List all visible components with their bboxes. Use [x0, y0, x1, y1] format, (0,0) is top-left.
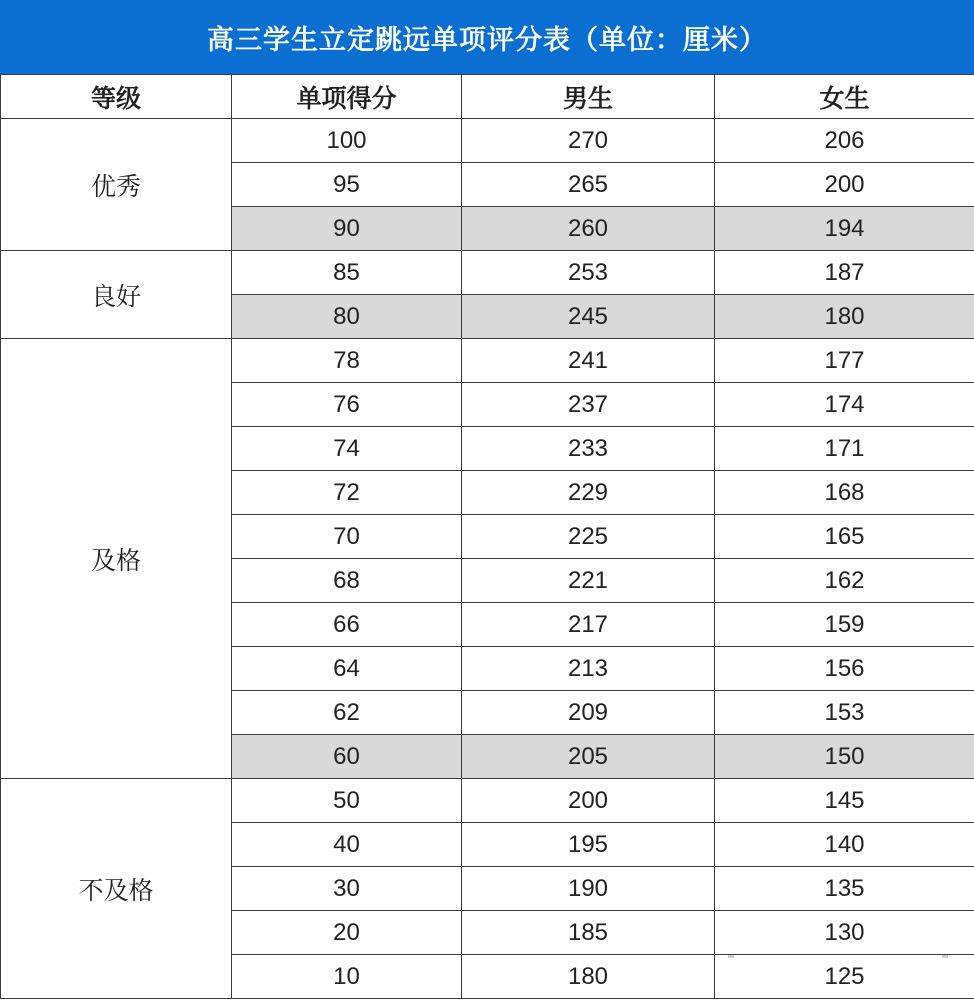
female-cell: 165	[715, 515, 974, 559]
table-row	[1, 779, 974, 823]
table-row	[1, 339, 974, 383]
score-cell: 80	[232, 295, 462, 339]
corner-mark	[942, 955, 948, 958]
male-cell: 270	[462, 119, 715, 163]
score-cell: 40	[232, 823, 462, 867]
corner-mark	[728, 955, 734, 958]
header-grade: 等级	[1, 75, 232, 119]
female-cell: 140	[715, 823, 974, 867]
score-cell: 50	[232, 779, 462, 823]
female-cell: 159	[715, 603, 974, 647]
score-cell: 64	[232, 647, 462, 691]
male-cell: 265	[462, 163, 715, 207]
male-cell: 209	[462, 691, 715, 735]
header-score: 单项得分	[232, 75, 462, 119]
female-cell: 135	[715, 867, 974, 911]
female-cell: 125	[715, 955, 974, 999]
female-cell: 177	[715, 339, 974, 383]
score-cell: 60	[232, 735, 462, 779]
header-row	[1, 75, 974, 119]
male-cell: 213	[462, 647, 715, 691]
score-cell: 85	[232, 251, 462, 295]
male-cell: 225	[462, 515, 715, 559]
score-cell: 95	[232, 163, 462, 207]
table-body	[1, 119, 974, 999]
male-cell: 229	[462, 471, 715, 515]
male-cell: 190	[462, 867, 715, 911]
male-cell: 205	[462, 735, 715, 779]
female-cell: 145	[715, 779, 974, 823]
table-row	[1, 119, 974, 163]
female-cell: 150	[715, 735, 974, 779]
male-cell: 260	[462, 207, 715, 251]
male-cell: 195	[462, 823, 715, 867]
female-cell: 168	[715, 471, 974, 515]
score-cell: 70	[232, 515, 462, 559]
score-cell: 62	[232, 691, 462, 735]
score-cell: 74	[232, 427, 462, 471]
male-cell: 221	[462, 559, 715, 603]
score-cell: 20	[232, 911, 462, 955]
male-cell: 185	[462, 911, 715, 955]
male-cell: 237	[462, 383, 715, 427]
male-cell: 180	[462, 955, 715, 999]
male-cell: 245	[462, 295, 715, 339]
table-row	[1, 251, 974, 295]
table-title: 高三学生立定跳远单项评分表（单位：厘米）	[0, 0, 974, 74]
female-cell: 206	[715, 119, 974, 163]
score-cell: 30	[232, 867, 462, 911]
female-cell: 130	[715, 911, 974, 955]
male-cell: 241	[462, 339, 715, 383]
grade-cell: 及格	[1, 339, 232, 779]
male-cell: 253	[462, 251, 715, 295]
male-cell: 200	[462, 779, 715, 823]
standing-long-jump-table	[0, 74, 974, 999]
female-cell: 194	[715, 207, 974, 251]
score-cell: 72	[232, 471, 462, 515]
female-cell: 156	[715, 647, 974, 691]
female-cell: 162	[715, 559, 974, 603]
score-cell: 76	[232, 383, 462, 427]
score-cell: 78	[232, 339, 462, 383]
score-cell: 10	[232, 955, 462, 999]
score-cell: 90	[232, 207, 462, 251]
female-cell: 174	[715, 383, 974, 427]
score-cell: 68	[232, 559, 462, 603]
female-cell: 153	[715, 691, 974, 735]
grade-cell: 良好	[1, 251, 232, 339]
female-cell: 171	[715, 427, 974, 471]
grade-cell: 优秀	[1, 119, 232, 251]
female-cell: 200	[715, 163, 974, 207]
grade-cell: 不及格	[1, 779, 232, 999]
male-cell: 233	[462, 427, 715, 471]
score-cell: 100	[232, 119, 462, 163]
header-male: 男生	[462, 75, 715, 119]
score-cell: 66	[232, 603, 462, 647]
female-cell: 187	[715, 251, 974, 295]
header-female: 女生	[715, 75, 974, 119]
male-cell: 217	[462, 603, 715, 647]
female-cell: 180	[715, 295, 974, 339]
